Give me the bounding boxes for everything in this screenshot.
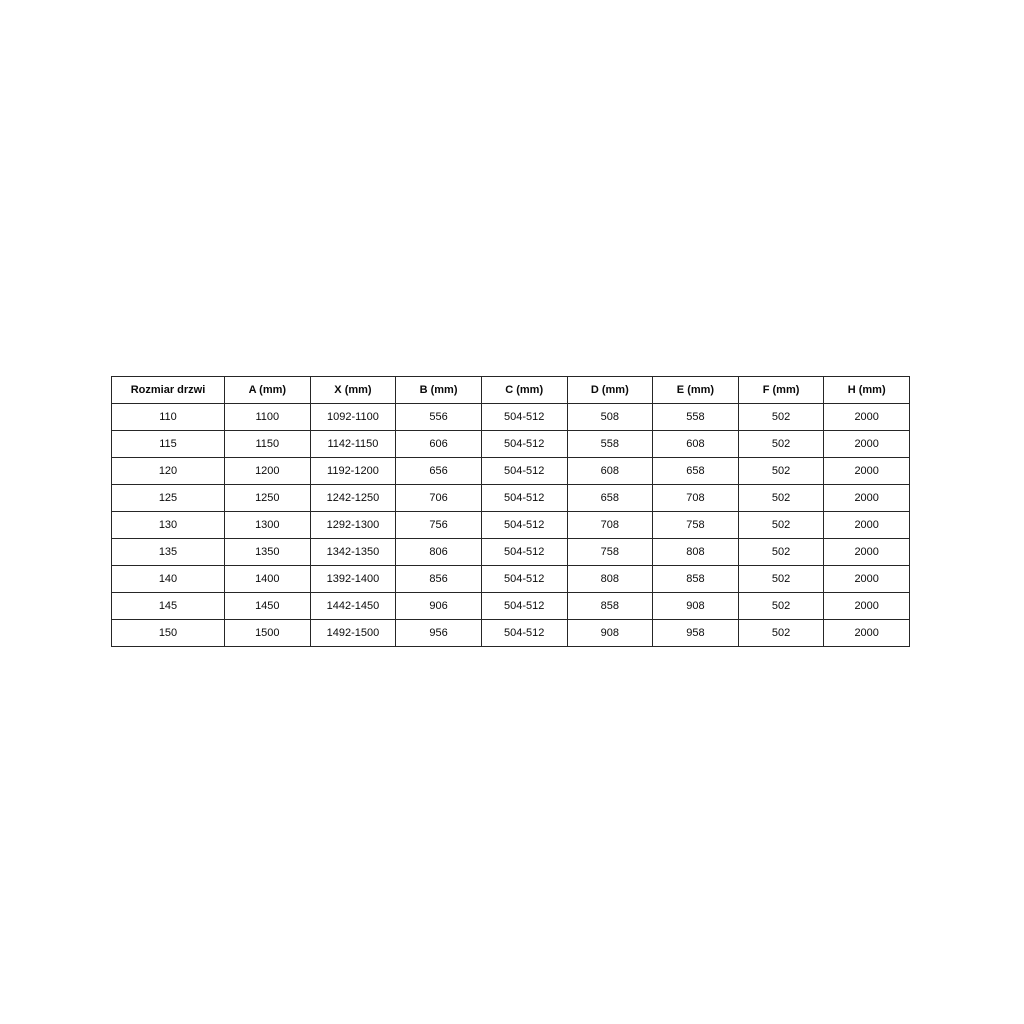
table-header <box>112 377 910 404</box>
table-row <box>112 485 910 512</box>
table-row <box>112 620 910 647</box>
table-cell: 1250 <box>225 485 311 512</box>
table-cell: 656 <box>396 458 482 485</box>
table-cell: 1200 <box>225 458 311 485</box>
table-cell: 1500 <box>225 620 311 647</box>
table-cell: 856 <box>396 566 482 593</box>
table-cell: 502 <box>738 539 824 566</box>
table-cell: 1192-1200 <box>310 458 396 485</box>
table-cell: 504-512 <box>481 566 567 593</box>
table-cell: 808 <box>653 539 739 566</box>
table-cell: 1450 <box>225 593 311 620</box>
table-cell: 504-512 <box>481 539 567 566</box>
table-cell: 756 <box>396 512 482 539</box>
table-cell: 1150 <box>225 431 311 458</box>
table-cell: 2000 <box>824 404 910 431</box>
table-cell: 2000 <box>824 512 910 539</box>
table-cell: 130 <box>112 512 225 539</box>
table-row <box>112 512 910 539</box>
table-cell: 502 <box>738 485 824 512</box>
table-row <box>112 539 910 566</box>
table-row <box>112 566 910 593</box>
table-cell: 808 <box>567 566 653 593</box>
table-cell: 858 <box>567 593 653 620</box>
table-cell: 504-512 <box>481 404 567 431</box>
table-cell: 504-512 <box>481 458 567 485</box>
column-header: H (mm) <box>824 377 910 404</box>
table-cell: 1142-1150 <box>310 431 396 458</box>
table-row <box>112 404 910 431</box>
table-cell: 508 <box>567 404 653 431</box>
table-cell: 504-512 <box>481 485 567 512</box>
column-header: E (mm) <box>653 377 739 404</box>
table-cell: 558 <box>653 404 739 431</box>
table-cell: 145 <box>112 593 225 620</box>
table-cell: 502 <box>738 404 824 431</box>
table-cell: 504-512 <box>481 512 567 539</box>
table-cell: 502 <box>738 593 824 620</box>
table-cell: 2000 <box>824 593 910 620</box>
header-row <box>112 377 910 404</box>
table-cell: 958 <box>653 620 739 647</box>
table-cell: 2000 <box>824 566 910 593</box>
table-cell: 150 <box>112 620 225 647</box>
table-cell: 708 <box>653 485 739 512</box>
table-cell: 906 <box>396 593 482 620</box>
table-cell: 502 <box>738 512 824 539</box>
table-cell: 908 <box>653 593 739 620</box>
table-cell: 115 <box>112 431 225 458</box>
table-cell: 2000 <box>824 431 910 458</box>
table-cell: 504-512 <box>481 431 567 458</box>
table-cell: 608 <box>567 458 653 485</box>
table-cell: 706 <box>396 485 482 512</box>
column-header: B (mm) <box>396 377 482 404</box>
table-row <box>112 458 910 485</box>
table-cell: 1442-1450 <box>310 593 396 620</box>
table-cell: 1100 <box>225 404 311 431</box>
table-cell: 504-512 <box>481 593 567 620</box>
table-cell: 1092-1100 <box>310 404 396 431</box>
table-cell: 956 <box>396 620 482 647</box>
table-cell: 806 <box>396 539 482 566</box>
table-cell: 908 <box>567 620 653 647</box>
table-cell: 858 <box>653 566 739 593</box>
table-cell: 502 <box>738 431 824 458</box>
table-cell: 140 <box>112 566 225 593</box>
table-cell: 1392-1400 <box>310 566 396 593</box>
table-cell: 502 <box>738 566 824 593</box>
table-cell: 1242-1250 <box>310 485 396 512</box>
column-header: D (mm) <box>567 377 653 404</box>
column-header: Rozmiar drzwi <box>112 377 225 404</box>
table-cell: 2000 <box>824 458 910 485</box>
table-cell: 125 <box>112 485 225 512</box>
table-cell: 504-512 <box>481 620 567 647</box>
column-header: X (mm) <box>310 377 396 404</box>
table-cell: 2000 <box>824 620 910 647</box>
table-cell: 556 <box>396 404 482 431</box>
door-size-spec-table-container <box>111 376 910 647</box>
table-cell: 502 <box>738 620 824 647</box>
table-cell: 1342-1350 <box>310 539 396 566</box>
table-cell: 2000 <box>824 485 910 512</box>
column-header: F (mm) <box>738 377 824 404</box>
table-cell: 1492-1500 <box>310 620 396 647</box>
table-cell: 2000 <box>824 539 910 566</box>
table-row <box>112 431 910 458</box>
table-row <box>112 593 910 620</box>
table-cell: 658 <box>567 485 653 512</box>
door-size-spec-table <box>111 376 910 647</box>
table-cell: 1400 <box>225 566 311 593</box>
table-cell: 1350 <box>225 539 311 566</box>
table-cell: 1292-1300 <box>310 512 396 539</box>
table-cell: 758 <box>567 539 653 566</box>
table-cell: 110 <box>112 404 225 431</box>
table-cell: 708 <box>567 512 653 539</box>
table-cell: 1300 <box>225 512 311 539</box>
table-cell: 606 <box>396 431 482 458</box>
table-cell: 558 <box>567 431 653 458</box>
table-cell: 135 <box>112 539 225 566</box>
column-header: A (mm) <box>225 377 311 404</box>
column-header: C (mm) <box>481 377 567 404</box>
table-body <box>112 404 910 647</box>
table-cell: 608 <box>653 431 739 458</box>
table-cell: 120 <box>112 458 225 485</box>
table-cell: 658 <box>653 458 739 485</box>
table-cell: 758 <box>653 512 739 539</box>
table-cell: 502 <box>738 458 824 485</box>
